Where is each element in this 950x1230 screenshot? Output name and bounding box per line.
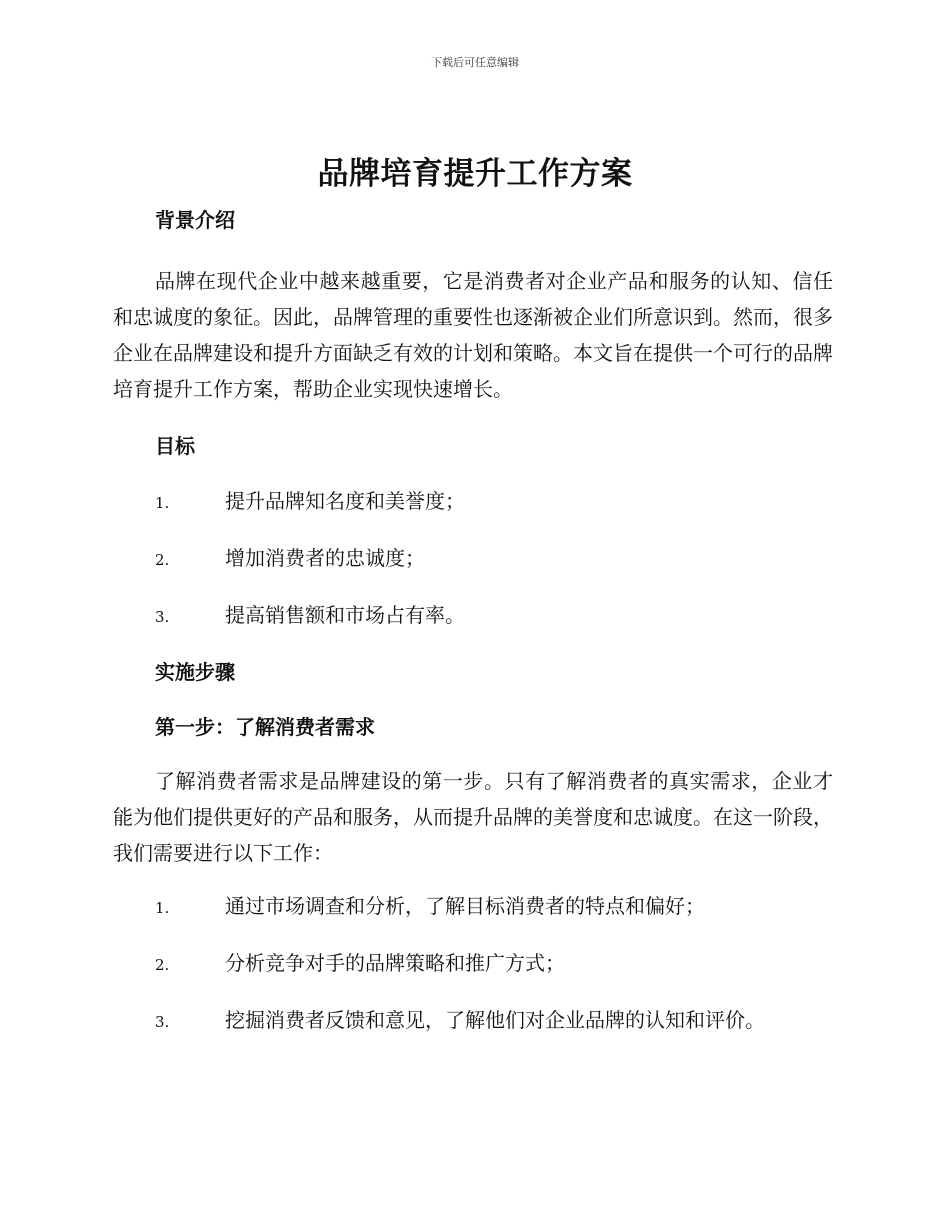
list-text: 增加消费者的忠诚度；: [225, 546, 425, 570]
goals-list: [113, 487, 833, 631]
list-text: 通过市场调查和分析，了解目标消费者的特点和偏好；: [225, 894, 705, 918]
list-text: 提高销售额和市场占有率。: [225, 603, 465, 627]
paragraph-step1: 了解消费者需求是品牌建设的第一步。只有了解消费者的真实需求，企业才能为他们提供更好的产品和服务，从而提升品牌的美誉度和忠诚度。在这一阶段，我们需要进行以下工作：: [113, 769, 833, 865]
list-item: [113, 892, 833, 922]
heading-goals: 目标: [155, 434, 195, 458]
heading-background: 背景介绍: [155, 208, 235, 232]
list-number: 2.: [155, 551, 170, 569]
list-number: 1.: [155, 494, 170, 512]
list-item: [113, 544, 833, 574]
list-number: 1.: [155, 899, 170, 917]
paragraph-background: 品牌在现代企业中越来越重要，它是消费者对企业产品和服务的认知、信任和忠诚度的象征。因此，品牌管理的重要性也逐渐被企业们所意识到。然而，很多企业在品牌建设和提升方面缺乏有效的计划和策略。本文旨在提供一个可行的品牌培育提升工作方案，帮助企业实现快速增长。: [113, 269, 833, 401]
list-number: 3.: [155, 608, 170, 626]
list-item: [113, 487, 833, 517]
list-text: 挖掘消费者反馈和意见，了解他们对企业品牌的认知和评价。: [225, 1008, 765, 1032]
list-item: [113, 949, 833, 979]
list-text: 提升品牌知名度和美誉度；: [225, 489, 465, 513]
heading-steps: 实施步骤: [155, 660, 235, 684]
list-item: [113, 601, 833, 631]
list-number: 2.: [155, 956, 170, 974]
document-body: [113, 200, 833, 1036]
step1-list: [113, 892, 833, 1036]
heading-step1: 第一步：了解消费者需求: [155, 715, 375, 739]
list-item: [113, 1006, 833, 1036]
list-number: 3.: [155, 1013, 170, 1031]
list-text: 分析竞争对手的品牌策略和推广方式；: [225, 951, 565, 975]
header-note: 下载后可任意编辑: [431, 56, 519, 69]
document-title: 品牌培育提升工作方案: [317, 156, 633, 192]
